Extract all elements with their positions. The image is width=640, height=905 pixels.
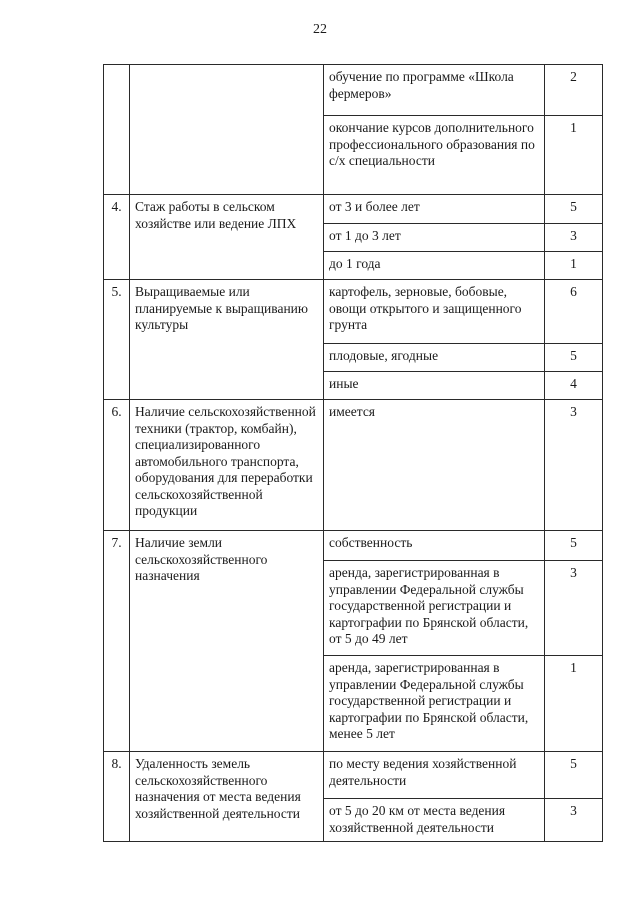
criterion-name: [130, 65, 324, 195]
table-row: [104, 280, 603, 344]
criterion-number: 7.: [104, 531, 130, 752]
option-points: 3: [545, 224, 603, 252]
option-text: от 1 до 3 лет: [324, 224, 545, 252]
option-points: 6: [545, 280, 603, 344]
option-text: иные: [324, 372, 545, 400]
option-points: 3: [545, 561, 603, 656]
criterion-number: 6.: [104, 400, 130, 531]
table-row: [104, 400, 603, 531]
criteria-table: [103, 64, 603, 842]
table-row: [104, 752, 603, 799]
option-points: 5: [545, 344, 603, 372]
option-points: 4: [545, 372, 603, 400]
option-points: 3: [545, 400, 603, 531]
page-number: 22: [313, 22, 327, 37]
criterion-number: 5.: [104, 280, 130, 400]
option-text: обучение по программе «Школа фермеров»: [324, 65, 545, 116]
criterion-name: Наличие сельскохозяйственной техники (трактор, комбайн), специализированного автомобильного транспорта, оборудования для переработки сельскохозяйственной продукции: [130, 400, 324, 531]
option-text: окончание курсов дополнительного профессионального образования по с/х специальности: [324, 116, 545, 195]
option-text: собственность: [324, 531, 545, 561]
criterion-name: Выращиваемые или планируемые к выращиванию культуры: [130, 280, 324, 400]
table-row: [104, 195, 603, 224]
option-text: по месту ведения хозяйственной деятельности: [324, 752, 545, 799]
criterion-number: 8.: [104, 752, 130, 842]
option-points: 1: [545, 116, 603, 195]
option-text: имеется: [324, 400, 545, 531]
option-points: 5: [545, 195, 603, 224]
option-text: до 1 года: [324, 252, 545, 280]
criterion-name: Стаж работы в сельском хозяйстве или ведение ЛПХ: [130, 195, 324, 280]
option-text: картофель, зерновые, бобовые, овощи открытого и защищенного грунта: [324, 280, 545, 344]
option-text: от 5 до 20 км от места ведения хозяйственной деятельности: [324, 799, 545, 842]
criterion-number: [104, 65, 130, 195]
option-text: плодовые, ягодные: [324, 344, 545, 372]
option-points: 1: [545, 252, 603, 280]
option-points: 5: [545, 752, 603, 799]
option-text: аренда, зарегистрированная в управлении Федеральной службы государственной регистрации и картографии по Брянской области, менее 5 лет: [324, 656, 545, 752]
option-text: от 3 и более лет: [324, 195, 545, 224]
criterion-name: Наличие земли сельскохозяйственного назначения: [130, 531, 324, 752]
table-row: [104, 531, 603, 561]
option-points: 1: [545, 656, 603, 752]
table-row: [104, 65, 603, 116]
criterion-number: 4.: [104, 195, 130, 280]
option-points: 5: [545, 531, 603, 561]
option-points: 2: [545, 65, 603, 116]
option-text: аренда, зарегистрированная в управлении Федеральной службы государственной регистрации и картографии по Брянской области, от 5 до 49 лет: [324, 561, 545, 656]
option-points: 3: [545, 799, 603, 842]
criterion-name: Удаленность земель сельскохозяйственного назначения от места ведения хозяйственной деятельности: [130, 752, 324, 842]
